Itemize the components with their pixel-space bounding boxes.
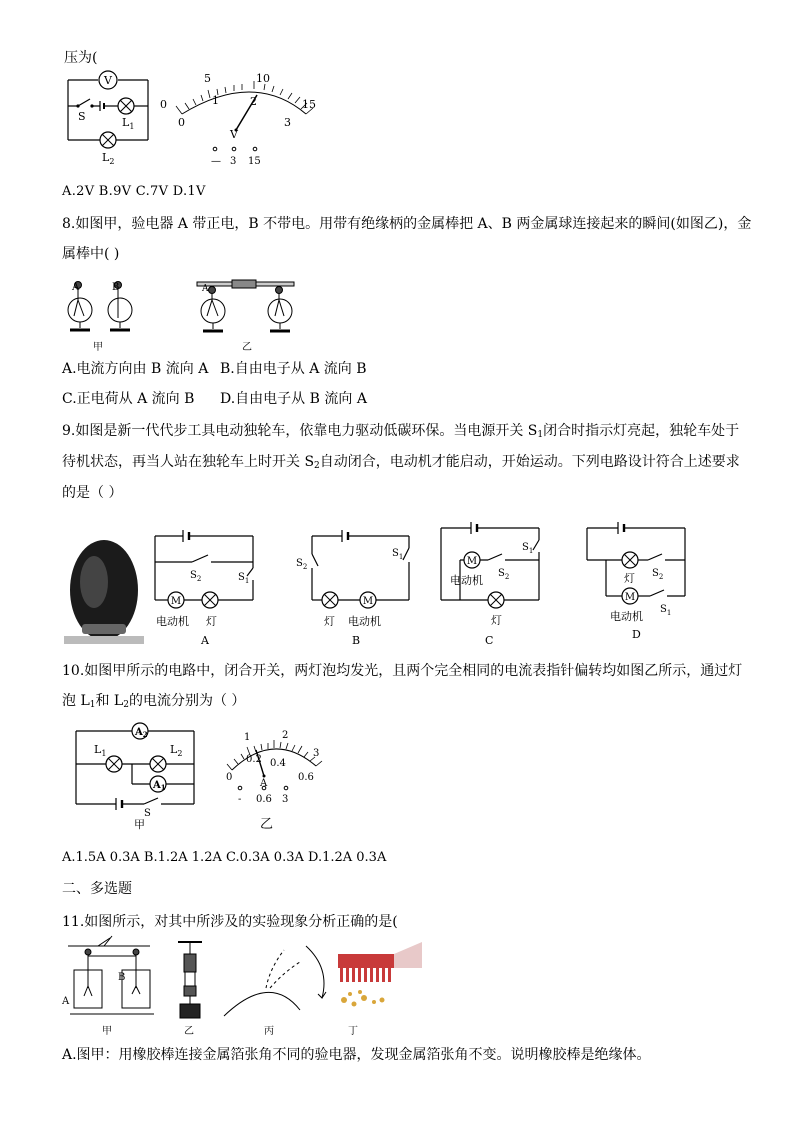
svg-text:V: V	[230, 128, 238, 141]
lamp-symbol	[322, 592, 338, 608]
q11-stem: 11.如图所示，对其中所涉及的实验现象分析正确的是(	[62, 914, 398, 930]
svg-text:3: 3	[284, 116, 291, 129]
svg-text:灯: 灯	[206, 615, 217, 628]
svg-text:丁: 丁	[348, 1026, 358, 1037]
q9-unicycle-image	[64, 538, 144, 646]
q8-option-a: A.电流方向由 B 流向 A	[62, 361, 209, 377]
q9-line3: 的是（ ）	[62, 485, 123, 501]
q7-options: A.2V B.9V C.7V D.1V	[62, 184, 206, 199]
q9-line1: 9.如图是新一代代步工具电动独轮车，依靠电力驱动低碳环保。当电源开关 $S_1$闭合时指示灯亮起，独轮车处于	[62, 423, 740, 440]
svg-text:C: C	[485, 634, 494, 647]
svg-text:M: M	[170, 596, 182, 607]
svg-text:丙: 丙	[264, 1026, 274, 1037]
svg-text:S2: $S_2$	[652, 568, 664, 581]
svg-text:0: 0	[178, 116, 185, 129]
svg-text:灯: 灯	[324, 615, 335, 628]
svg-text:—: —	[211, 156, 221, 167]
svg-text:S1: $S_1$	[392, 548, 404, 561]
lamp-symbol	[622, 552, 638, 568]
svg-text:V: V	[104, 74, 112, 87]
q11-fig-ding	[338, 942, 422, 1007]
q10-ammeter-dial	[218, 726, 330, 832]
q11-option-a: A.图甲：用橡胶棒连接金属箔张角不同的验电器，发现金属箔张角不变。说明橡胶棒是绝缘体。	[62, 1047, 651, 1063]
q11-fig-jia	[68, 936, 154, 1014]
svg-text:D: D	[632, 628, 641, 641]
svg-text:3: 3	[230, 156, 237, 167]
lamp-symbol	[488, 592, 504, 608]
svg-text:电动机: 电动机	[348, 615, 381, 628]
svg-text:A: A	[201, 634, 209, 647]
q8-option-d: D.自由电子从 B 流向 A	[220, 391, 367, 407]
q11-fig-bing	[224, 946, 326, 1016]
svg-text:S1: $S_1$	[238, 572, 250, 585]
svg-text:M: M	[362, 596, 374, 607]
svg-text:S2: $S_2$	[190, 570, 202, 583]
q8-option-c: C.正电荷从 A 流向 B	[62, 391, 195, 407]
svg-text:灯: 灯	[491, 614, 502, 627]
svg-text:10: 10	[256, 72, 270, 85]
svg-text:乙: 乙	[260, 817, 274, 832]
q9-line2: 待机状态，再当人站在独轮车上时开关 $S_2$自动闭合，电动机才能启动，开始运动。下列电路设计符合上述要求	[62, 454, 740, 471]
q10-options: A.1.5A 0.3A B.1.2A 1.2A C.0.3A 0.3A D.1.2A 0.3A	[62, 850, 387, 865]
svg-text:S1: $S_1$	[522, 542, 534, 555]
svg-text:电动机: 电动机	[610, 610, 643, 623]
svg-text:-: -	[238, 794, 242, 805]
svg-text:0.6: 0.6	[298, 772, 314, 783]
svg-text:电动机: 电动机	[156, 615, 189, 628]
svg-text:A2: $A_2$	[135, 727, 148, 739]
lamp-l2-symbol	[150, 756, 166, 772]
svg-text:0: 0	[160, 98, 167, 111]
svg-text:灯: 灯	[624, 572, 635, 585]
svg-text:S: S	[144, 808, 151, 819]
svg-text:M: M	[466, 556, 478, 567]
svg-text:A: A	[260, 778, 268, 789]
q10-line1: 10.如图甲所示的电路中，闭合开关，两灯泡均发光，且两个完全相同的电流表指针偏转均如图乙所示，通过灯	[62, 663, 743, 679]
svg-text:M: M	[624, 592, 636, 603]
svg-text:5: 5	[204, 72, 211, 85]
svg-text:电动机: 电动机	[450, 574, 483, 587]
svg-text:A: A	[72, 282, 80, 293]
svg-text:S2: $S_2$	[498, 568, 510, 581]
q11-figures	[60, 938, 425, 1040]
svg-text:B: B	[118, 972, 126, 983]
svg-text:L2: $L_2$	[170, 743, 183, 758]
q9-circuit-b	[294, 526, 418, 650]
q9-circuit-c	[436, 518, 548, 652]
svg-text:甲: 甲	[102, 1026, 112, 1037]
svg-text:15: 15	[248, 156, 261, 167]
svg-text:0.2: 0.2	[246, 754, 262, 765]
q11-fig-yi	[178, 942, 202, 1018]
q9-circuit-a	[150, 526, 262, 650]
lamp-l1-symbol	[118, 98, 134, 114]
svg-text:A1: $A_1$	[153, 780, 166, 792]
svg-text:0.4: 0.4	[270, 758, 286, 769]
q9-circuit-d	[582, 516, 692, 644]
svg-text:甲: 甲	[93, 342, 103, 353]
svg-text:1: 1	[212, 94, 219, 107]
q8-line1: 8.如图甲，验电器 A 带正电，B 不带电。用带有绝缘柄的金属棒把 A、B 两金属球连接起来的瞬间(如图乙)，金	[62, 216, 752, 232]
svg-text:3: 3	[313, 748, 320, 759]
lamp-l1-symbol	[106, 756, 122, 772]
svg-text:S1: $S_1$	[660, 604, 672, 617]
svg-text:S: S	[78, 110, 86, 123]
svg-text:2: 2	[282, 730, 289, 741]
q8-electroscope-figure	[60, 278, 320, 358]
q7-voltmeter-dial	[158, 68, 323, 170]
lamp-symbol	[202, 592, 218, 608]
svg-text:L1: $L_1$	[94, 743, 107, 758]
svg-text:A: A	[62, 996, 70, 1007]
svg-text:3: 3	[282, 794, 289, 805]
q7-stem-end: 压为(	[64, 50, 98, 66]
q7-circuit-diagram	[60, 68, 160, 168]
svg-text:0.6: 0.6	[256, 794, 272, 805]
svg-text:乙: 乙	[184, 1026, 194, 1037]
svg-text:0: 0	[226, 772, 233, 783]
svg-text:L1: $L_1$	[122, 116, 135, 131]
svg-text:B: B	[112, 282, 120, 293]
svg-text:甲: 甲	[134, 818, 145, 831]
svg-text:1: 1	[244, 732, 251, 743]
svg-text:A: A	[202, 284, 209, 294]
q8-option-b: B.自由电子从 A 流向 B	[220, 361, 367, 377]
svg-text:2: 2	[250, 95, 257, 108]
svg-text:B: B	[352, 634, 361, 647]
q8-line2: 属棒中( )	[62, 246, 120, 262]
svg-text:乙: 乙	[242, 342, 252, 353]
svg-text:L2: $L_2$	[102, 151, 115, 166]
lamp-l2-symbol	[100, 132, 116, 148]
section-2-heading: 二、多选题	[62, 881, 132, 897]
svg-text:S2: $S_2$	[296, 558, 308, 571]
q10-circuit-diagram	[68, 716, 200, 834]
svg-text:15: 15	[302, 98, 316, 111]
q10-line2: 泡 $L_1$和 $L_2$的电流分别为（ ）	[62, 693, 246, 710]
